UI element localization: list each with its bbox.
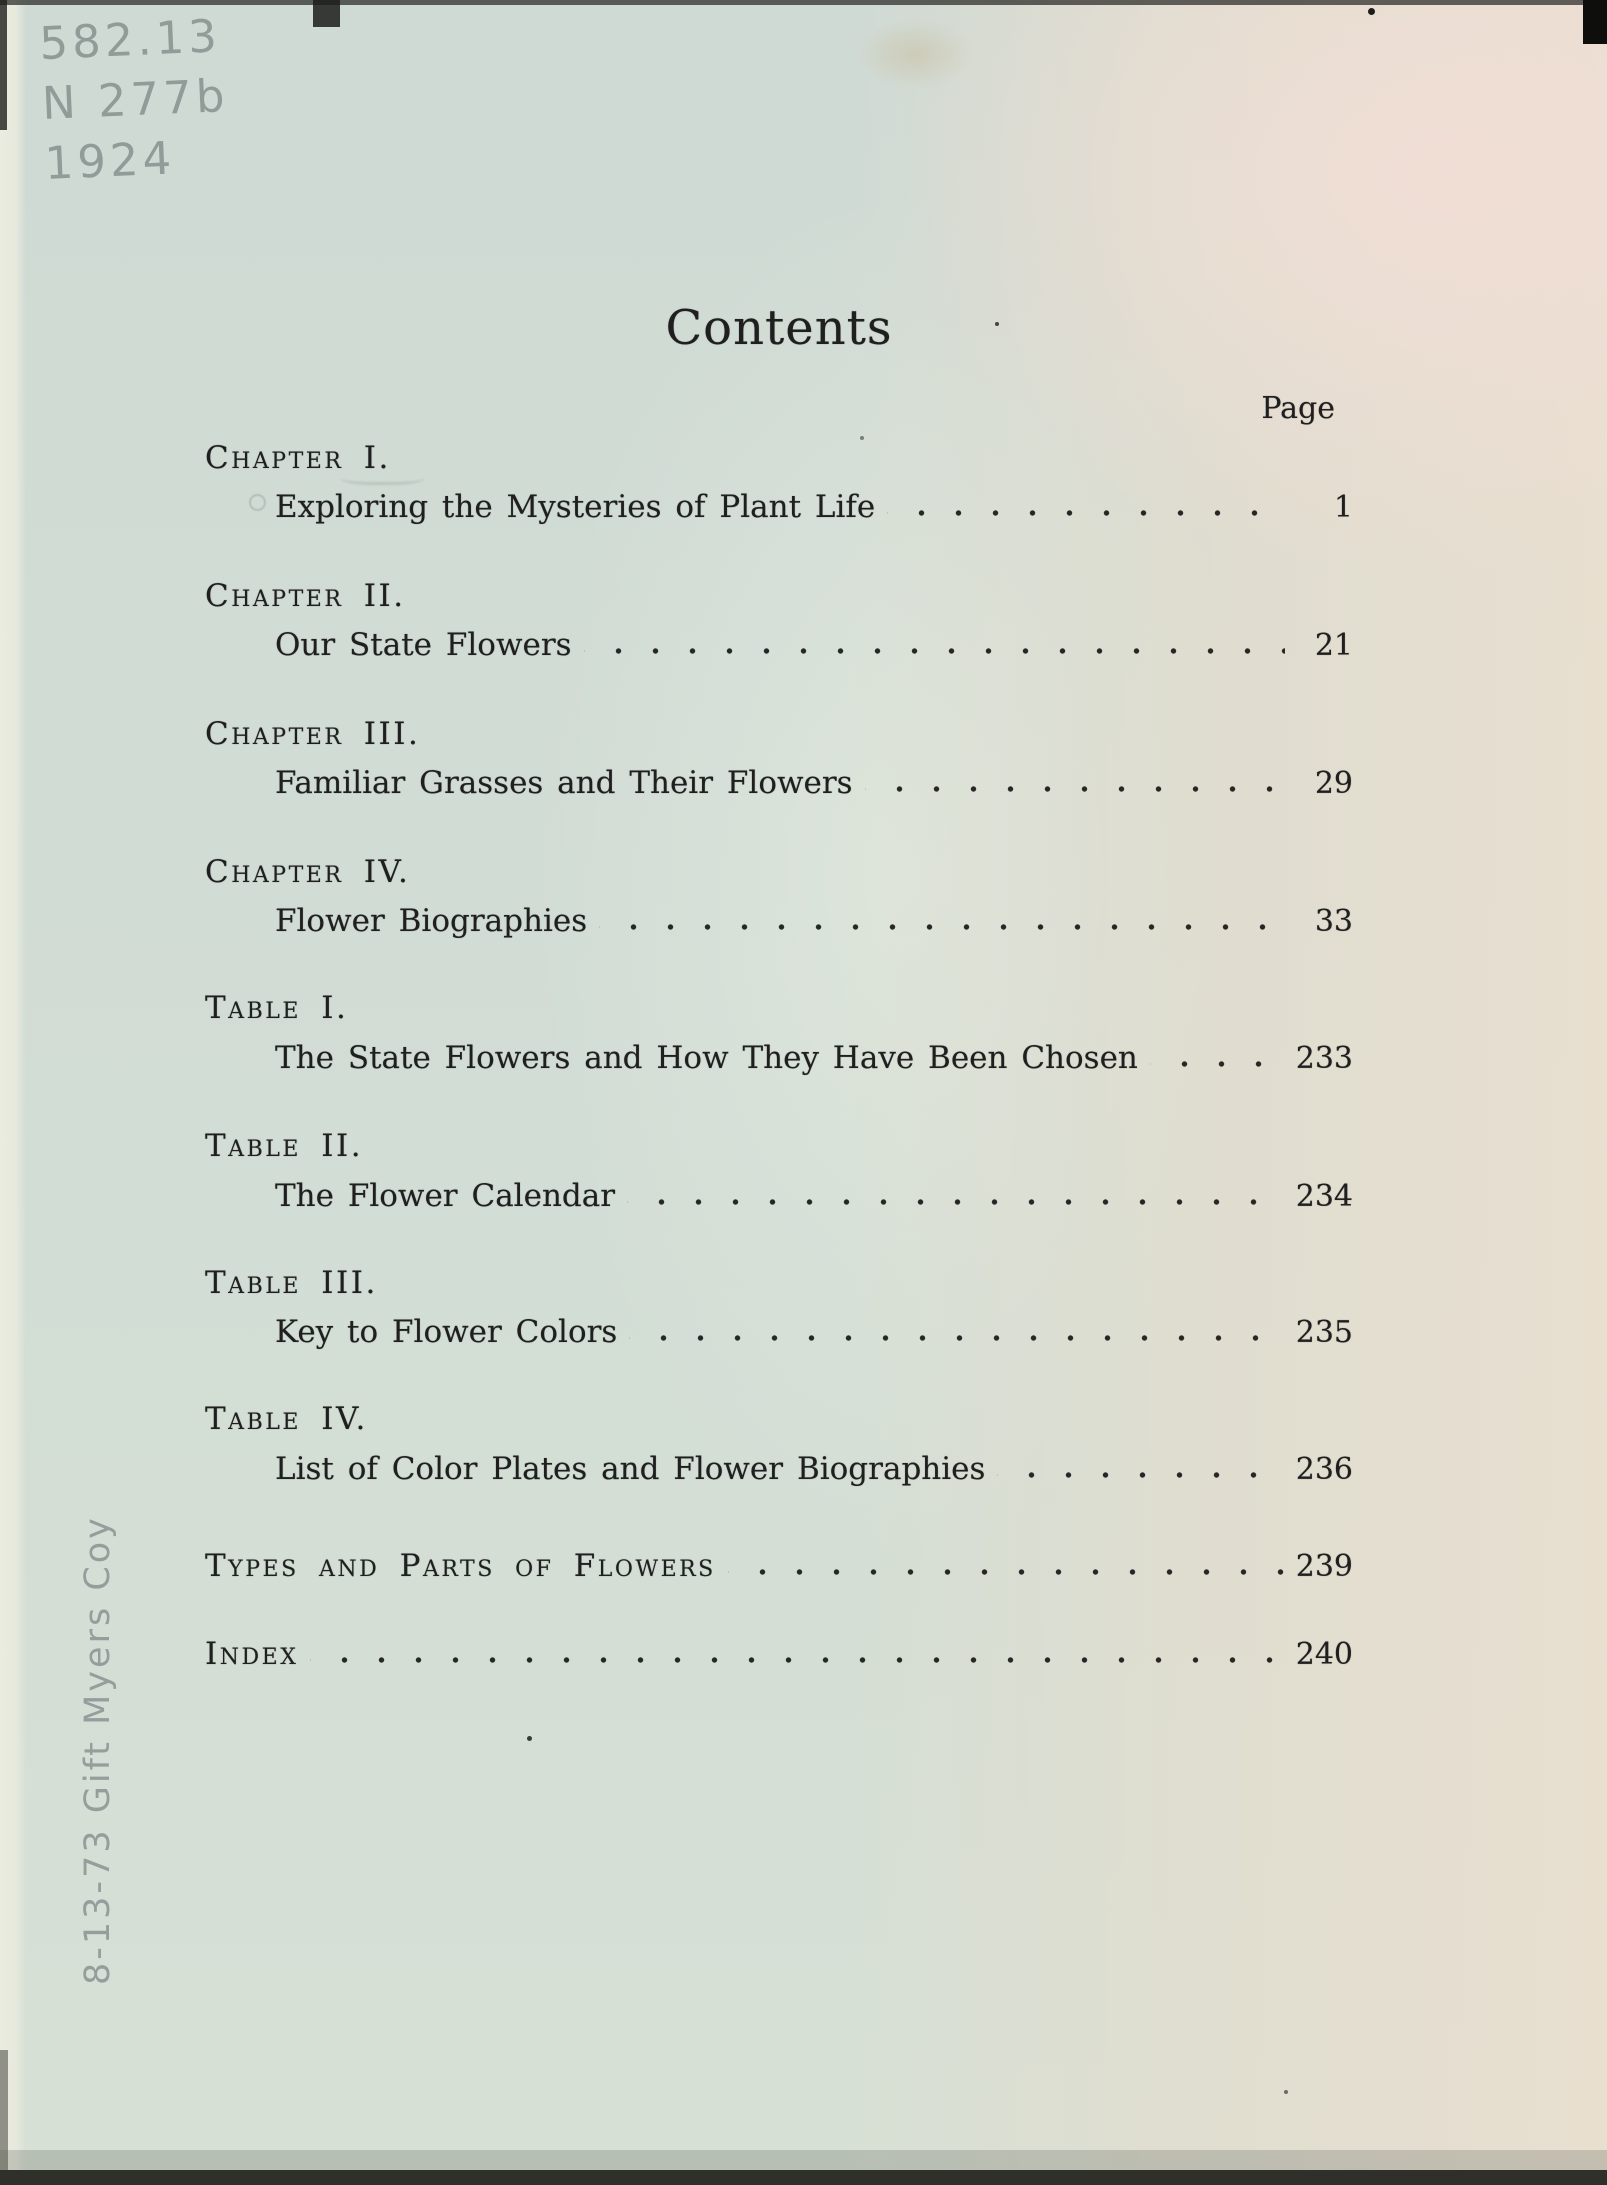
entry-page-number: 29	[1314, 766, 1353, 801]
heading-label: Chapter II.	[205, 578, 406, 614]
entry-page-number: 1	[1333, 490, 1353, 525]
handwritten-gift-inscription: 8-13-73 Gift Myers Coy	[78, 1515, 118, 1985]
call-number-line: 582.13	[38, 9, 222, 71]
entry-title: The Flower Calendar	[275, 1178, 616, 1214]
scan-corner-mark	[1583, 0, 1607, 44]
heading-label: Chapter III.	[205, 716, 421, 752]
toc-section-heading	[205, 988, 1353, 1028]
page-column-header	[205, 391, 1353, 426]
paper-stain	[855, 18, 975, 90]
scan-left-edge-dark	[0, 0, 7, 130]
toc-entry	[205, 1038, 1353, 1079]
entry-title: The State Flowers and How They Have Been Chosen	[275, 1040, 1138, 1076]
entry-title: Familiar Grasses and Their Flowers	[275, 765, 853, 801]
page-title: Contents	[665, 300, 893, 356]
entry-page-number: 236	[1295, 1452, 1353, 1487]
toc-section-heading	[205, 438, 1353, 478]
toc-section-heading	[205, 714, 1353, 754]
toc-entry	[205, 487, 1353, 528]
paper-speck	[1284, 2090, 1288, 2094]
dot-leader	[1150, 1038, 1285, 1079]
dot-leader	[310, 1634, 1285, 1675]
scan-bottom-edge	[0, 2170, 1607, 2185]
heading-label: Table I.	[205, 990, 349, 1026]
toc-entry	[205, 1449, 1353, 1490]
toc-section-heading	[205, 1263, 1353, 1303]
dot-leader	[728, 1546, 1285, 1587]
dot-leader	[997, 1449, 1285, 1490]
paper-left-edge	[0, 0, 26, 2185]
heading-label: Table IV.	[205, 1401, 368, 1437]
dot-leader	[627, 1176, 1285, 1217]
scan-top-edge	[0, 0, 1607, 5]
heading-label: Chapter IV.	[205, 854, 411, 890]
entry-title: Index	[205, 1636, 299, 1672]
entry-title: Types and Parts of Flowers	[205, 1548, 716, 1584]
entry-title: List of Color Plates and Flower Biographies	[275, 1451, 986, 1487]
toc-entry	[205, 1176, 1353, 1217]
toc-section-heading	[205, 1399, 1353, 1439]
toc-entry	[205, 625, 1353, 666]
heading-label: Chapter I.	[205, 440, 391, 476]
heading-label: Table II.	[205, 1128, 364, 1164]
toc-section-heading	[205, 576, 1353, 616]
toc-section-heading	[205, 852, 1353, 892]
call-number-line: 1924	[43, 131, 177, 190]
entry-title: Flower Biographies	[275, 903, 588, 939]
toc-entry	[205, 763, 1353, 804]
toc-entry	[205, 1312, 1353, 1353]
entry-page-number: 239	[1295, 1549, 1353, 1584]
entry-title: Exploring the Mysteries of Plant Life	[275, 489, 876, 525]
handwritten-call-number	[38, 6, 232, 194]
heading-label: Table III.	[205, 1265, 378, 1301]
toc-entry	[205, 1546, 1353, 1587]
entry-page-number: 233	[1295, 1041, 1353, 1076]
scan-top-notch	[313, 0, 340, 27]
toc-entry	[205, 1634, 1353, 1675]
entry-page-number: 33	[1314, 904, 1353, 939]
paper-speck	[1368, 8, 1375, 15]
dot-leader	[599, 901, 1285, 942]
toc-entry	[205, 901, 1353, 942]
page-column-label: Page	[1261, 391, 1335, 426]
toc-section-heading	[205, 1126, 1353, 1166]
paper-speck	[527, 1736, 532, 1741]
entry-page-number: 234	[1295, 1179, 1353, 1214]
scan-bottom-shadow	[0, 2150, 1607, 2172]
dot-leader	[865, 763, 1285, 804]
entry-title: Our State Flowers	[275, 627, 572, 663]
entry-title: Key to Flower Colors	[275, 1314, 618, 1350]
entry-page-number: 235	[1295, 1315, 1353, 1350]
dot-leader	[887, 487, 1285, 528]
entry-page-number: 21	[1314, 628, 1353, 663]
call-number-line: N 277b	[40, 68, 230, 131]
dot-leader	[629, 1312, 1285, 1353]
entry-page-number: 240	[1295, 1637, 1353, 1672]
dot-leader	[584, 625, 1285, 666]
